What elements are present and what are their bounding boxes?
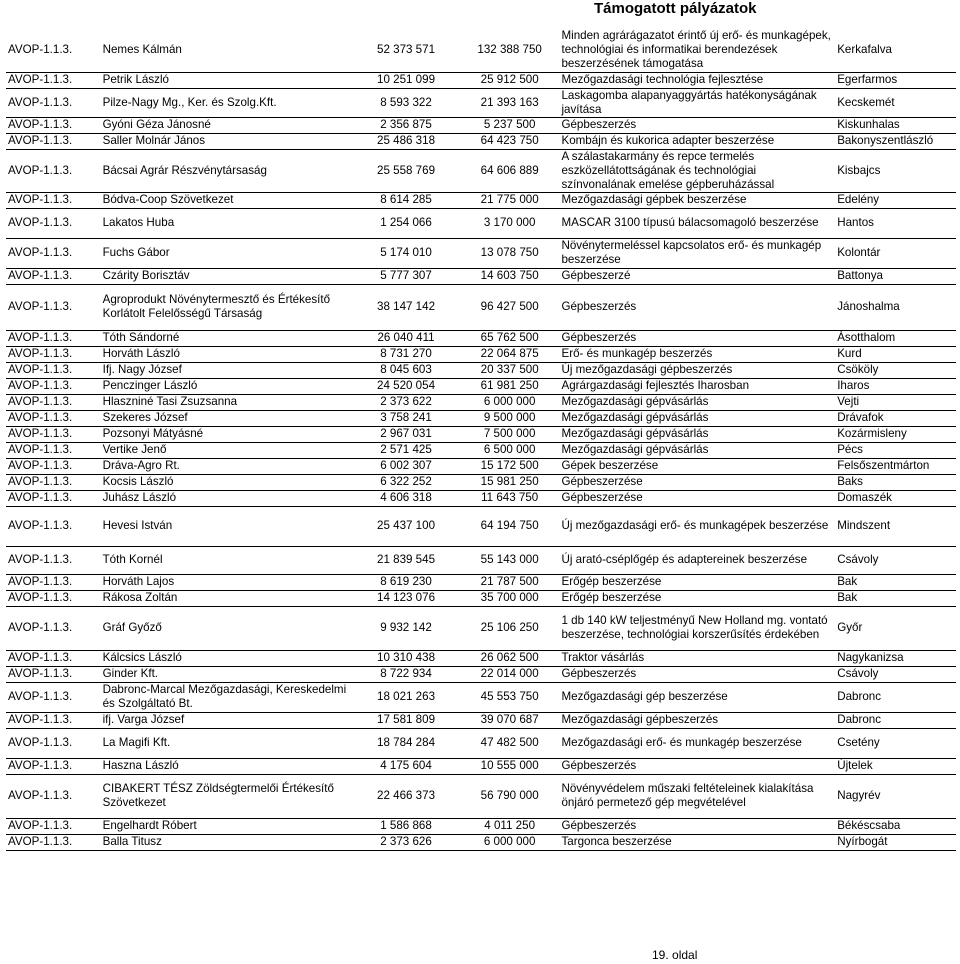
cell-total: 2 373 626	[356, 834, 460, 850]
table-row	[6, 574, 956, 590]
cell-code: AVOP-1.1.3.	[6, 362, 101, 378]
cell-total: 24 520 054	[356, 378, 460, 394]
table-row	[6, 758, 956, 774]
cell-name: Kálcsics László	[101, 650, 357, 666]
cell-code: AVOP-1.1.3.	[6, 426, 101, 442]
cell-support: 15 981 250	[460, 474, 560, 490]
cell-purpose: Új mezőgazdasági gépbeszerzés	[559, 362, 835, 378]
cell-purpose: MASCAR 3100 típusú bálacsomagoló beszerzése	[559, 208, 835, 238]
cell-place: Kolontár	[835, 238, 956, 268]
cell-purpose: Mezőgazdasági gépbeszerzés	[559, 712, 835, 728]
cell-purpose: Új arató-cséplőgép és adaptereinek beszerzése	[559, 546, 835, 574]
table-row	[6, 268, 956, 284]
cell-total: 14 123 076	[356, 590, 460, 606]
cell-place: Jánoshalma	[835, 284, 956, 330]
cell-place: Drávafok	[835, 410, 956, 426]
cell-name: Bódva-Coop Szövetkezet	[101, 192, 357, 208]
cell-support: 4 011 250	[460, 818, 560, 834]
cell-place: Kiskunhalas	[835, 117, 956, 133]
cell-purpose: Kombájn és kukorica adapter beszerzése	[559, 133, 835, 149]
cell-purpose: Mezőgazdasági gépbek beszerzése	[559, 192, 835, 208]
cell-place: Békéscsaba	[835, 818, 956, 834]
table-row	[6, 133, 956, 149]
cell-name: Petrik László	[101, 72, 357, 88]
cell-total: 25 558 769	[356, 149, 460, 192]
cell-support: 65 762 500	[460, 330, 560, 346]
cell-name: Dráva-Agro Rt.	[101, 458, 357, 474]
cell-place: Domaszék	[835, 490, 956, 506]
table-row	[6, 410, 956, 426]
cell-place: Pécs	[835, 442, 956, 458]
cell-support: 132 388 750	[460, 28, 560, 72]
cell-code: AVOP-1.1.3.	[6, 682, 101, 712]
cell-support: 25 106 250	[460, 606, 560, 650]
cell-code: AVOP-1.1.3.	[6, 818, 101, 834]
cell-name: Pilze-Nagy Mg., Ker. és Szolg.Kft.	[101, 88, 357, 117]
table-row	[6, 506, 956, 546]
cell-name: Saller Molnár János	[101, 133, 357, 149]
cell-place: Kurd	[835, 346, 956, 362]
cell-support: 21 393 163	[460, 88, 560, 117]
cell-code: AVOP-1.1.3.	[6, 590, 101, 606]
cell-code: AVOP-1.1.3.	[6, 330, 101, 346]
cell-support: 45 553 750	[460, 682, 560, 712]
cell-purpose: Erőgép beszerzése	[559, 574, 835, 590]
cell-place: Vejti	[835, 394, 956, 410]
table-row	[6, 284, 956, 330]
cell-total: 3 758 241	[356, 410, 460, 426]
cell-purpose: Gépbeszerzés	[559, 666, 835, 682]
grants-table-body	[6, 28, 956, 850]
cell-purpose: Targonca beszerzése	[559, 834, 835, 850]
cell-total: 6 002 307	[356, 458, 460, 474]
table-row	[6, 490, 956, 506]
cell-support: 22 064 875	[460, 346, 560, 362]
cell-name: Gráf Győző	[101, 606, 357, 650]
cell-name: Czárity Borisztáv	[101, 268, 357, 284]
cell-total: 8 619 230	[356, 574, 460, 590]
table-row	[6, 330, 956, 346]
cell-name: Penczinger László	[101, 378, 357, 394]
table-row	[6, 426, 956, 442]
cell-support: 39 070 687	[460, 712, 560, 728]
cell-total: 8 045 603	[356, 362, 460, 378]
cell-code: AVOP-1.1.3.	[6, 192, 101, 208]
cell-support: 13 078 750	[460, 238, 560, 268]
cell-support: 9 500 000	[460, 410, 560, 426]
cell-name: Engelhardt Róbert	[101, 818, 357, 834]
table-row	[6, 192, 956, 208]
table-row	[6, 650, 956, 666]
cell-name: Rákosa Zoltán	[101, 590, 357, 606]
cell-total: 10 251 099	[356, 72, 460, 88]
cell-support: 6 000 000	[460, 834, 560, 850]
cell-name: Tóth Sándorné	[101, 330, 357, 346]
cell-total: 8 722 934	[356, 666, 460, 682]
cell-purpose: Gépbeszerzés	[559, 330, 835, 346]
cell-code: AVOP-1.1.3.	[6, 88, 101, 117]
table-row	[6, 666, 956, 682]
cell-code: AVOP-1.1.3.	[6, 238, 101, 268]
cell-name: Dabronc-Marcal Mezőgazdasági, Kereskedelmi és Szolgáltató Bt.	[101, 682, 357, 712]
cell-name: Bácsai Agrár Részvénytársaság	[101, 149, 357, 192]
cell-code: AVOP-1.1.3.	[6, 72, 101, 88]
cell-support: 21 787 500	[460, 574, 560, 590]
table-row	[6, 606, 956, 650]
cell-place: Nagykanizsa	[835, 650, 956, 666]
cell-place: Kecskemét	[835, 88, 956, 117]
cell-support: 64 606 889	[460, 149, 560, 192]
cell-support: 25 912 500	[460, 72, 560, 88]
cell-place: Nyírbogát	[835, 834, 956, 850]
cell-place: Újtelek	[835, 758, 956, 774]
cell-name: Gyóni Géza Jánosné	[101, 117, 357, 133]
cell-place: Kozármisleny	[835, 426, 956, 442]
cell-name: Juhász László	[101, 490, 357, 506]
cell-place: Ásotthalom	[835, 330, 956, 346]
cell-name: Pozsonyi Mátyásné	[101, 426, 357, 442]
cell-support: 64 194 750	[460, 506, 560, 546]
cell-support: 15 172 500	[460, 458, 560, 474]
cell-name: Hevesi István	[101, 506, 357, 546]
cell-purpose: Gépbeszerzés	[559, 758, 835, 774]
cell-code: AVOP-1.1.3.	[6, 506, 101, 546]
cell-code: AVOP-1.1.3.	[6, 458, 101, 474]
cell-total: 18 021 263	[356, 682, 460, 712]
cell-support: 5 237 500	[460, 117, 560, 133]
cell-place: Bakonyszentlászló	[835, 133, 956, 149]
cell-place: Dabronc	[835, 682, 956, 712]
table-row	[6, 72, 956, 88]
cell-support: 26 062 500	[460, 650, 560, 666]
cell-purpose: Mezőgazdasági gép beszerzése	[559, 682, 835, 712]
cell-code: AVOP-1.1.3.	[6, 410, 101, 426]
table-row	[6, 818, 956, 834]
cell-purpose: Gépbeszerzése	[559, 490, 835, 506]
cell-code: AVOP-1.1.3.	[6, 834, 101, 850]
cell-support: 21 775 000	[460, 192, 560, 208]
cell-code: AVOP-1.1.3.	[6, 394, 101, 410]
cell-place: Kisbajcs	[835, 149, 956, 192]
cell-name: Fuchs Gábor	[101, 238, 357, 268]
cell-purpose: Mezőgazdasági gépvásárlás	[559, 442, 835, 458]
cell-code: AVOP-1.1.3.	[6, 474, 101, 490]
cell-name: CIBAKERT TÉSZ Zöldségtermelői Értékesítő Szövetkezet	[101, 774, 357, 818]
table-row	[6, 394, 956, 410]
cell-purpose: Gépbeszerzé	[559, 268, 835, 284]
cell-name: Ifj. Nagy József	[101, 362, 357, 378]
table-row	[6, 362, 956, 378]
cell-total: 52 373 571	[356, 28, 460, 72]
cell-code: AVOP-1.1.3.	[6, 546, 101, 574]
table-row	[6, 117, 956, 133]
cell-place: Csököly	[835, 362, 956, 378]
cell-name: Horváth Lajos	[101, 574, 357, 590]
cell-purpose: Minden agrárágazatot érintő új erő- és munkagépek, technológiai és informatikai berendezések beszerzésének támogatása	[559, 28, 835, 72]
cell-total: 2 373 622	[356, 394, 460, 410]
table-row	[6, 682, 956, 712]
cell-purpose: Mezőgazdasági erő- és munkagép beszerzése	[559, 728, 835, 758]
cell-place: Egerfarmos	[835, 72, 956, 88]
cell-code: AVOP-1.1.3.	[6, 606, 101, 650]
table-row	[6, 774, 956, 818]
cell-total: 2 571 425	[356, 442, 460, 458]
cell-name: Ginder Kft.	[101, 666, 357, 682]
cell-place: Győr	[835, 606, 956, 650]
table-row	[6, 238, 956, 268]
cell-total: 17 581 809	[356, 712, 460, 728]
cell-name: ifj. Varga József	[101, 712, 357, 728]
cell-purpose: Mezőgazdasági technológia fejlesztése	[559, 72, 835, 88]
cell-total: 22 466 373	[356, 774, 460, 818]
cell-name: Szekeres József	[101, 410, 357, 426]
table-row	[6, 346, 956, 362]
cell-purpose: Új mezőgazdasági erő- és munkagépek beszerzése	[559, 506, 835, 546]
cell-purpose: Laskagomba alapanyaggyártás hatékonyságának javítása	[559, 88, 835, 117]
cell-support: 7 500 000	[460, 426, 560, 442]
cell-purpose: Erőgép beszerzése	[559, 590, 835, 606]
cell-place: Bak	[835, 574, 956, 590]
table-row	[6, 590, 956, 606]
cell-total: 6 322 252	[356, 474, 460, 490]
cell-code: AVOP-1.1.3.	[6, 490, 101, 506]
cell-place: Hantos	[835, 208, 956, 238]
cell-purpose: Gépek beszerzése	[559, 458, 835, 474]
cell-code: AVOP-1.1.3.	[6, 133, 101, 149]
cell-code: AVOP-1.1.3.	[6, 758, 101, 774]
cell-name: Tóth Kornél	[101, 546, 357, 574]
cell-support: 56 790 000	[460, 774, 560, 818]
cell-support: 14 603 750	[460, 268, 560, 284]
cell-purpose: A szálastakarmány és repce termelés eszközellátottságának és technológiai színvonalának emelése gépberuházással	[559, 149, 835, 192]
cell-place: Dabronc	[835, 712, 956, 728]
cell-place: Csetény	[835, 728, 956, 758]
cell-total: 5 777 307	[356, 268, 460, 284]
cell-name: La Magifi Kft.	[101, 728, 357, 758]
cell-name: Kocsis László	[101, 474, 357, 490]
cell-code: AVOP-1.1.3.	[6, 574, 101, 590]
cell-total: 18 784 284	[356, 728, 460, 758]
cell-place: Kerkafalva	[835, 28, 956, 72]
cell-purpose: Erő- és munkagép beszerzés	[559, 346, 835, 362]
cell-support: 35 700 000	[460, 590, 560, 606]
cell-name: Haszna László	[101, 758, 357, 774]
table-row	[6, 149, 956, 192]
cell-code: AVOP-1.1.3.	[6, 346, 101, 362]
cell-total: 4 175 604	[356, 758, 460, 774]
cell-name: Agroprodukt Növénytermesztő és Értékesítő Korlátolt Felelősségű Társaság	[101, 284, 357, 330]
table-row	[6, 88, 956, 117]
cell-support: 47 482 500	[460, 728, 560, 758]
cell-support: 55 143 000	[460, 546, 560, 574]
cell-total: 1 586 868	[356, 818, 460, 834]
cell-total: 4 606 318	[356, 490, 460, 506]
cell-purpose: Mezőgazdasági gépvásárlás	[559, 426, 835, 442]
cell-support: 22 014 000	[460, 666, 560, 682]
cell-support: 3 170 000	[460, 208, 560, 238]
cell-code: AVOP-1.1.3.	[6, 728, 101, 758]
cell-place: Csávoly	[835, 546, 956, 574]
cell-place: Nagyrév	[835, 774, 956, 818]
cell-purpose: Mezőgazdasági gépvásárlás	[559, 410, 835, 426]
cell-code: AVOP-1.1.3.	[6, 666, 101, 682]
cell-name: Vertike Jenő	[101, 442, 357, 458]
cell-code: AVOP-1.1.3.	[6, 378, 101, 394]
cell-place: Bak	[835, 590, 956, 606]
table-row	[6, 728, 956, 758]
table-row	[6, 378, 956, 394]
cell-purpose: 1 db 140 kW teljestményű New Holland mg. vontató beszerzése, technológiai korszerűsítés érdekében	[559, 606, 835, 650]
cell-code: AVOP-1.1.3.	[6, 149, 101, 192]
cell-total: 38 147 142	[356, 284, 460, 330]
cell-purpose: Traktor vásárlás	[559, 650, 835, 666]
cell-code: AVOP-1.1.3.	[6, 284, 101, 330]
table-row	[6, 208, 956, 238]
cell-support: 20 337 500	[460, 362, 560, 378]
cell-code: AVOP-1.1.3.	[6, 268, 101, 284]
cell-purpose: Növénytermeléssel kapcsolatos erő- és munkagép beszerzése	[559, 238, 835, 268]
cell-total: 9 932 142	[356, 606, 460, 650]
cell-support: 61 981 250	[460, 378, 560, 394]
cell-purpose: Mezőgazdasági gépvásárlás	[559, 394, 835, 410]
table-row	[6, 834, 956, 850]
cell-total: 10 310 438	[356, 650, 460, 666]
table-row	[6, 712, 956, 728]
table-row	[6, 474, 956, 490]
cell-total: 2 356 875	[356, 117, 460, 133]
cell-code: AVOP-1.1.3.	[6, 208, 101, 238]
cell-total: 8 731 270	[356, 346, 460, 362]
cell-code: AVOP-1.1.3.	[6, 117, 101, 133]
cell-support: 10 555 000	[460, 758, 560, 774]
cell-support: 96 427 500	[460, 284, 560, 330]
table-row	[6, 458, 956, 474]
cell-place: Battonya	[835, 268, 956, 284]
cell-name: Hlaszniné Tasi Zsuzsanna	[101, 394, 357, 410]
cell-total: 8 614 285	[356, 192, 460, 208]
table-row	[6, 546, 956, 574]
cell-place: Iharos	[835, 378, 956, 394]
cell-purpose: Gépbeszerzés	[559, 117, 835, 133]
cell-name: Balla Titusz	[101, 834, 357, 850]
cell-code: AVOP-1.1.3.	[6, 774, 101, 818]
cell-place: Csávoly	[835, 666, 956, 682]
cell-code: AVOP-1.1.3.	[6, 442, 101, 458]
cell-total: 26 040 411	[356, 330, 460, 346]
table-row	[6, 28, 956, 72]
grants-table	[6, 28, 956, 851]
cell-code: AVOP-1.1.3.	[6, 650, 101, 666]
cell-total: 2 967 031	[356, 426, 460, 442]
table-row	[6, 442, 956, 458]
cell-place: Mindszent	[835, 506, 956, 546]
page-title: Támogatott pályázatok	[594, 0, 757, 17]
cell-support: 6 000 000	[460, 394, 560, 410]
cell-name: Lakatos Huba	[101, 208, 357, 238]
cell-name: Horváth László	[101, 346, 357, 362]
cell-purpose: Növényvédelem műszaki feltételeinek kialakítása önjáró permetező gép megvételével	[559, 774, 835, 818]
page-number: 19. oldal	[652, 948, 698, 962]
cell-code: AVOP-1.1.3.	[6, 28, 101, 72]
cell-place: Baks	[835, 474, 956, 490]
cell-total: 8 593 322	[356, 88, 460, 117]
cell-total: 25 437 100	[356, 506, 460, 546]
cell-purpose: Gépbeszerzése	[559, 474, 835, 490]
cell-purpose: Gépbeszerzés	[559, 284, 835, 330]
cell-purpose: Gépbeszerzés	[559, 818, 835, 834]
cell-total: 25 486 318	[356, 133, 460, 149]
cell-total: 1 254 066	[356, 208, 460, 238]
cell-total: 5 174 010	[356, 238, 460, 268]
cell-name: Nemes Kálmán	[101, 28, 357, 72]
cell-code: AVOP-1.1.3.	[6, 712, 101, 728]
cell-purpose: Agrárgazdasági fejlesztés Iharosban	[559, 378, 835, 394]
cell-place: Felsőszentmárton	[835, 458, 956, 474]
cell-support: 64 423 750	[460, 133, 560, 149]
cell-total: 21 839 545	[356, 546, 460, 574]
cell-support: 11 643 750	[460, 490, 560, 506]
cell-place: Edelény	[835, 192, 956, 208]
cell-support: 6 500 000	[460, 442, 560, 458]
